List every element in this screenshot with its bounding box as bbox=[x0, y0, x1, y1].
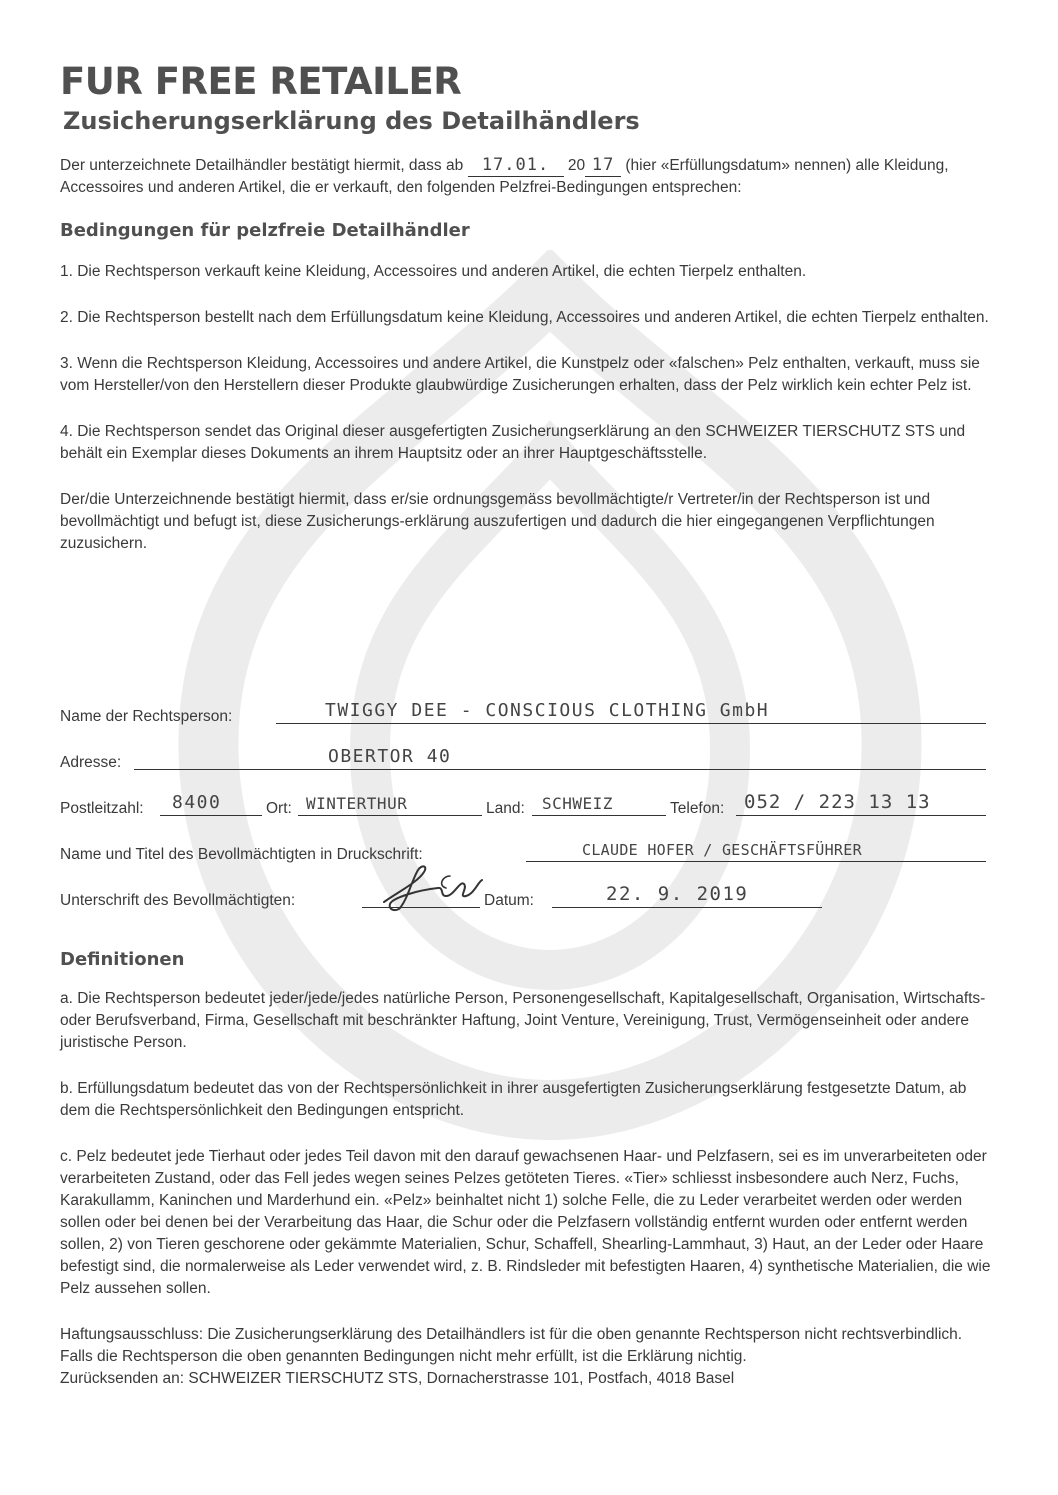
condition-item-3: 3. Wenn die Rechtsperson Kleidung, Accessoires und andere Artikel, die Kunstpelz oder «falschen» Pelz enthalten, verkauft, muss sie vom Hersteller/von den Herstellern dieser Produkte glaubwürdige Zusicherungen erhalten, dass der Pelz wirklich kein echter Pelz ist. bbox=[60, 355, 980, 394]
address-line bbox=[134, 769, 986, 770]
representative-line bbox=[526, 861, 986, 862]
page-subtitle: Zusicherungserklärung des Detailhändlers bbox=[63, 107, 640, 135]
fulfillment-year-field[interactable]: 17 bbox=[585, 154, 621, 177]
city-field[interactable]: WINTERTHUR bbox=[306, 794, 408, 813]
definitions-section bbox=[60, 948, 995, 1390]
condition-item-2: 2. Die Rechtsperson bestellt nach dem Erfüllungsdatum keine Kleidung, Accessoires und anderen Artikel, die echten Tierpelz enthalten. bbox=[60, 309, 989, 326]
name-label: Name der Rechtsperson: bbox=[60, 708, 233, 725]
intro-text-after: (hier «Erfüllungsdatum» nennen) alle Kleidung, Accessoires und anderen Artikel, die er verkauft, den folgenden Pelzfrei-Bedingungen entsprechen: bbox=[60, 157, 949, 196]
postcode-field[interactable]: 8400 bbox=[172, 792, 222, 813]
date-line bbox=[552, 907, 822, 908]
fulfillment-date-field[interactable]: 17.01. bbox=[468, 154, 564, 177]
address-label: Adresse: bbox=[60, 754, 122, 771]
conditions-heading: Bedingungen für pelzfreie Detailhändler bbox=[60, 220, 470, 241]
representative-label: Name und Titel des Bevollmächtigten in Druckschrift: bbox=[60, 846, 423, 863]
date-field[interactable]: 22. 9. 2019 bbox=[606, 883, 749, 905]
form-row-location bbox=[60, 792, 990, 822]
condition-item-4: 4. Die Rechtsperson sendet das Original dieser ausgefertigten Zusicherungserklärung an den SCHWEIZER TIERSCHUTZ STS und behält ein Exemplar dieses Dokuments an ihrem Hauptsitz oder an ihrer Hauptgeschäftsstelle. bbox=[60, 423, 966, 462]
postcode-line bbox=[160, 815, 262, 816]
definition-a: a. Die Rechtsperson bedeutet jeder/jede/jedes natürliche Person, Personengesellschaft, Kapitalgesellschaft, Organisation, Wirtschafts- oder Berufsverband, Firma, Gesellschaft mit beschränkter Haftung, Joint Venture, Vereinigung, Trust, Vermögenseinheit oder andere juristische Person. bbox=[60, 990, 986, 1051]
phone-line bbox=[736, 815, 986, 816]
name-field[interactable]: TWIGGY DEE - CONSCIOUS CLOTHING GmbH bbox=[325, 700, 770, 721]
form-row-address bbox=[60, 746, 990, 776]
date-label: Datum: bbox=[484, 892, 534, 909]
condition-item-1: 1. Die Rechtsperson verkauft keine Kleidung, Accessoires und anderen Artikel, die echten Tierpelz enthalten. bbox=[60, 263, 807, 280]
name-line bbox=[276, 723, 986, 724]
page-title: FUR FREE RETAILER bbox=[60, 60, 462, 103]
representative-field[interactable]: CLAUDE HOFER / GESCHÄFTSFÜHRER bbox=[582, 841, 862, 859]
postcode-label: Postleitzahl: bbox=[60, 800, 144, 817]
confirmation-paragraph: Der/die Unterzeichnende bestätigt hiermit, dass er/sie ordnungsgemäss bevollmächtigte/r Vertreter/in der Rechtsperson ist und bevollmächtigt und befugt ist, diese Zusicherungs-erklärung auszufertigen und dadurch die hier eingegangenen Verpflichtungen zuzusichern. bbox=[60, 491, 935, 552]
document-page bbox=[60, 60, 995, 1387]
city-line bbox=[298, 815, 482, 816]
intro-paragraph bbox=[60, 154, 995, 199]
country-line bbox=[532, 815, 666, 816]
form-row-name bbox=[60, 700, 990, 730]
signature-label: Unterschrift des Bevollmächtigten: bbox=[60, 892, 296, 909]
intro-text-before: Der unterzeichnete Detailhändler bestätigt hiermit, dass ab bbox=[60, 157, 468, 174]
definitions-heading: Definitionen bbox=[60, 949, 185, 970]
address-field[interactable]: OBERTOR 40 bbox=[328, 746, 452, 767]
definition-c: c. Pelz bedeutet jede Tierhaut oder jedes Teil davon mit den darauf gewachsenen Haar- und Pelzfasern, sei es im unverarbeiteten oder verarbeiteten Zustand, oder das Fell jedes wegen seines Pelzes getöteten Tieres. «Tier» schliesst insbesondere auch Nerz, Fuchs, Karakullamm, Kaninchen und Marderhund ein. «Pelz» beinhaltet nicht 1) solche Felle, die zu Leder verarbeitet werden oder werden sollen oder bei denen bei der Verarbeitung das Haar, die Schur oder die Pelzfasern vollständig entfernt wurden oder entfernt werden sollen, 2) von Tieren geschorene oder gekämmte Materialien, Schur, Schaffell, Shearling-Lammhaut, 3) Haut, an der Leder oder Haare befestigt sind, die normalerweise als Leder verwendet wird, z. B. Rindsleder mit befestigten Haaren, 4) synthetische Materialien, die wie Pelz aussehen sollen. bbox=[60, 1148, 991, 1297]
phone-label: Telefon: bbox=[670, 800, 725, 817]
year-prefix: 20 bbox=[563, 157, 586, 174]
city-label: Ort: bbox=[266, 800, 292, 817]
return-address: Zurücksenden an: SCHWEIZER TIERSCHUTZ STS, Dornacherstrasse 101, Postfach, 4018 Basel bbox=[60, 1370, 735, 1387]
definition-b: b. Erfüllungsdatum bedeutet das von der Rechtspersönlichkeit in ihrer ausgefertigten Zusicherungserklärung festgesetzte Datum, ab dem die Rechtspersönlichkeit den Bedingungen entspricht. bbox=[60, 1080, 967, 1119]
phone-field[interactable]: 052 / 223 13 13 bbox=[744, 791, 931, 813]
form-row-representative bbox=[60, 838, 990, 868]
country-field[interactable]: SCHWEIZ bbox=[542, 794, 613, 813]
country-label: Land: bbox=[486, 800, 525, 817]
disclaimer-paragraph: Haftungsausschluss: Die Zusicherungserklärung des Detailhändlers ist für die oben genannte Rechtsperson nicht rechtsverbindlich. Falls die Rechtsperson die oben genannten Bedingungen nicht mehr erfüllt, ist die Erklärung nichtig. bbox=[60, 1326, 963, 1365]
handwritten-signature-icon[interactable] bbox=[378, 862, 498, 914]
form-row-signature bbox=[60, 884, 990, 914]
